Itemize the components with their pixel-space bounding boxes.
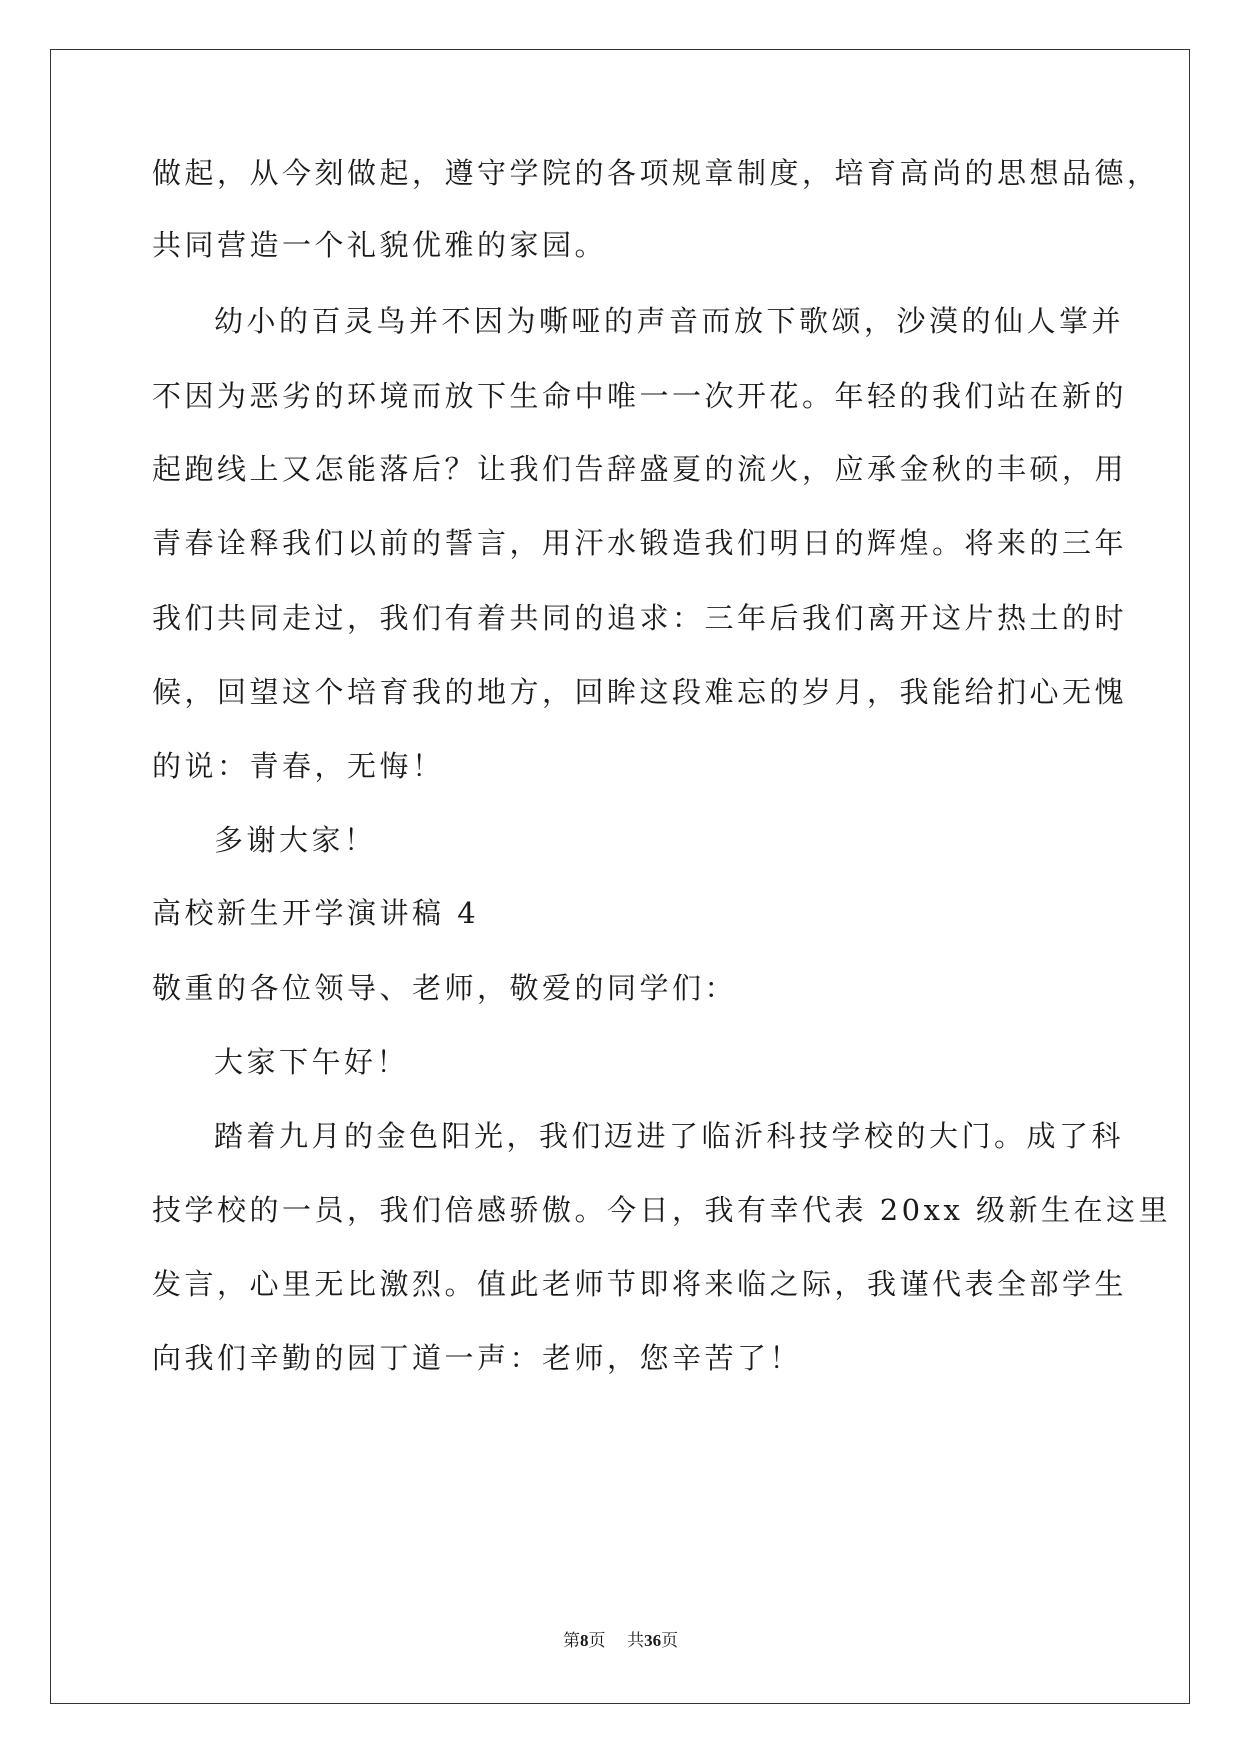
body-line: 幼小的百灵鸟并不因为嘶哑的声音而放下歌颂，沙漠的仙人掌并	[214, 304, 1125, 338]
total-prefix: 共	[627, 1631, 645, 1651]
total-pages: 36	[644, 1631, 662, 1650]
body-line: 技学校的一员，我们倍感骄傲。今日，我有幸代表 20xx 级新生在这里	[152, 1193, 1172, 1227]
total-suffix: 页	[661, 1631, 679, 1651]
body-line: 我们共同走过，我们有着共同的追求：三年后我们离开这片热土的时	[152, 601, 1128, 635]
body-line: 不因为恶劣的环境而放下生命中唯一一次开花。年轻的我们站在新的	[152, 379, 1128, 413]
body-line: 起跑线上又怎能落后？让我们告辞盛夏的流火，应承金秋的丰硕，用	[152, 452, 1128, 486]
page-suffix: 页	[588, 1631, 606, 1651]
salutation: 敬重的各位领导、老师，敬爱的同学们：	[152, 971, 738, 1005]
body-line: 的说：青春，无悔！	[152, 749, 445, 783]
body-line: 共同营造一个礼貌优雅的家园。	[152, 228, 608, 262]
body-line: 做起，从今刻做起，遵守学院的各项规章制度，培育高尚的思想品德，	[152, 156, 1160, 190]
body-line: 青春诠释我们以前的誓言，用汗水锻造我们明日的辉煌。将来的三年	[152, 526, 1128, 560]
page-number: 8	[579, 1631, 589, 1650]
section-heading: 高校新生开学演讲稿 4	[152, 896, 480, 930]
page-prefix: 第	[562, 1631, 580, 1651]
body-line: 发言，心里无比激烈。值此老师节即将来临之际，我谨代表全部学生	[152, 1267, 1128, 1301]
body-line: 候，回望这个培育我的地方，回眸这段难忘的岁月，我能给扪心无愧	[152, 675, 1128, 709]
body-line: 踏着九月的金色阳光，我们迈进了临沂科技学校的大门。成了科	[214, 1119, 1125, 1153]
body-line: 多谢大家！	[214, 823, 377, 857]
greeting: 大家下午好！	[214, 1045, 410, 1079]
body-line: 向我们辛勤的园丁道一声：老师，您辛苦了！	[152, 1341, 803, 1375]
page-footer	[0, 1630, 1241, 1652]
page-border	[50, 49, 1190, 1704]
